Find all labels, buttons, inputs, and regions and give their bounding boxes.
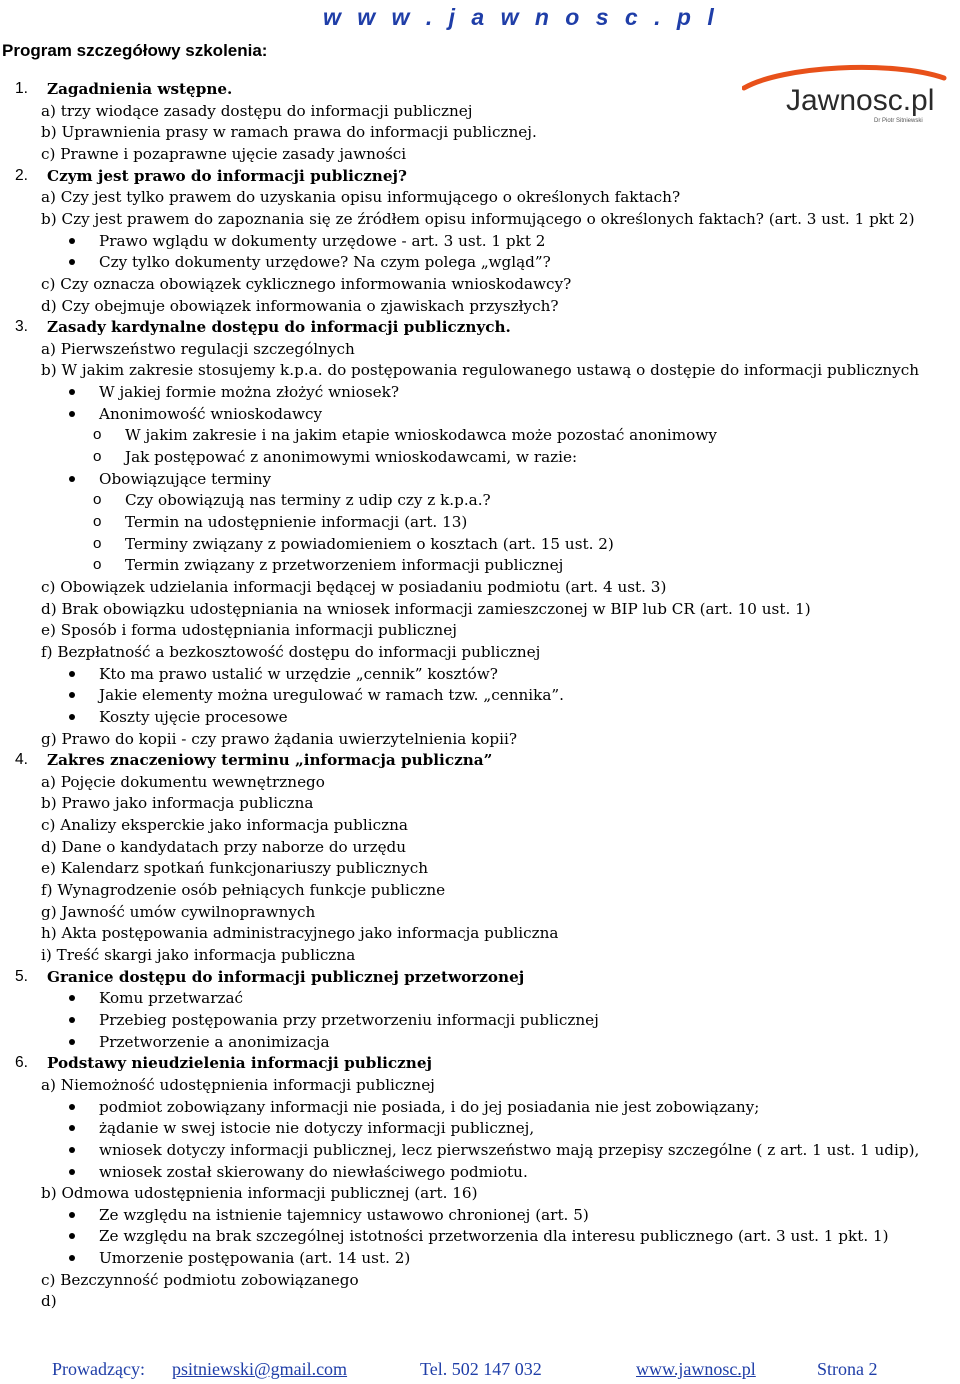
bullet-item: Obowiązujące terminy xyxy=(99,469,272,488)
list-item: h) Akta postępowania administracyjnego jako informacja publiczna xyxy=(41,924,559,943)
bullet-item: Anonimowość wnioskodawcy xyxy=(99,404,323,423)
bullet-item: Kto ma prawo ustalić w urzędzie „cennik” kosztów? xyxy=(99,664,498,683)
section-heading: Czym jest prawo do informacji publicznej? xyxy=(47,166,407,185)
logo-text: Jawnosc.pl xyxy=(786,84,935,117)
bullet-item: Ze względu na istnienie tajemnicy ustawowo chronionej (art. 5) xyxy=(99,1205,589,1224)
bullet-item: W jakiej formie można złożyć wniosek? xyxy=(99,383,399,402)
list-item: b) Uprawnienia prasy w ramach prawa do informacji publicznej. xyxy=(41,123,537,142)
list-item: a) trzy wiodące zasady dostępu do informacji publicznej xyxy=(41,101,473,120)
list-item: b) Prawo jako informacja publiczna xyxy=(41,794,314,813)
section-heading: Zakres znaczeniowy terminu „informacja publiczna” xyxy=(47,751,493,770)
bullet-item: Przebieg postępowania przy przetworzeniu informacji publicznej xyxy=(99,1010,599,1029)
sub-bullet-item: o Jak postępować z anonimowymi wnioskodawcami, w razie: xyxy=(125,447,577,467)
list-item: f) Wynagrodzenie osób pełniących funkcje publiczne xyxy=(41,881,446,900)
list-item: c) Analizy eksperckie jako informacja publiczna xyxy=(41,816,408,835)
bullet-item: Ze względu na brak szczególnej istotności przetworzenia dla interesu publicznego (art. 3 ust. 1 pkt. 1) xyxy=(99,1227,889,1246)
list-item: d) Dane o kandydatach przy naborze do urzędu xyxy=(41,837,407,856)
list-item: f) Bezpłatność a bezkosztowość dostępu do informacji publicznej xyxy=(41,642,541,661)
bullet-item: Przetworzenie a anonimizacja xyxy=(99,1032,330,1051)
bullet-item: wniosek dotyczy informacji publicznej, lecz pierwszeństwo mają przepisy szczególne ( z art. 1 ust. 1 udip), xyxy=(99,1140,920,1159)
list-item: d) xyxy=(41,1292,57,1311)
list-item: a) Czy jest tylko prawem do uzyskania opisu informującego o określonych faktach? xyxy=(41,188,681,207)
bullet-item: Komu przetwarzać xyxy=(99,989,244,1008)
bullet-item: Prawo wglądu w dokumenty urzędowe - art. 3 ust. 1 pkt 2 xyxy=(99,231,546,250)
jawnosc-logo xyxy=(742,64,947,128)
bullet-item: Umorzenie postępowania (art. 14 ust. 2) xyxy=(99,1249,411,1268)
list-item: a) Pierwszeństwo regulacji szczególnych xyxy=(41,339,355,358)
sub-bullet-item: o Termin związany z przetworzeniem informacji publicznej xyxy=(125,555,563,575)
bullet-item: Czy tylko dokumenty urzędowe? Na czym polega „wgląd”? xyxy=(99,253,551,272)
header-url[interactable]: w w w . j a w n o s c . p l xyxy=(323,4,719,30)
list-item: i) Treść skargi jako informacja publiczna xyxy=(41,946,356,964)
list-item: b) W jakim zakresie stosujemy k.p.a. do postępowania regulowanego ustawą o dostępie do informacji publicznych xyxy=(41,361,920,380)
sub-bullet-item: o Termin na udostępnienie informacji (art. 13) xyxy=(125,512,467,532)
list-item: c) Czy oznacza obowiązek cyklicznego informowania wnioskodawcy? xyxy=(41,274,572,293)
section-number: 3. xyxy=(15,318,29,336)
list-item: c) Obowiązek udzielania informacji będącej w posiadaniu podmiotu (art. 4 ust. 3) xyxy=(41,577,667,596)
section-heading: Granice dostępu do informacji publicznej przetworzonej xyxy=(47,967,525,986)
section-heading: Zasady kardynalne dostępu do informacji publicznych. xyxy=(47,318,511,337)
sub-bullet-item: o Czy obowiązują nas terminy z udip czy z k.p.a.? xyxy=(125,490,491,510)
bullet-item: podmiot zobowiązany informacji nie posiada, i do jej posiadania nie jest zobowiązany; xyxy=(99,1097,760,1116)
section-number: 5. xyxy=(15,967,29,985)
list-item: b) Odmowa udostępnienia informacji publicznej (art. 16) xyxy=(41,1184,478,1203)
list-item: g) Jawność umów cywilnoprawnych xyxy=(41,902,316,921)
list-item: d) Czy obejmuje obowiązek informowania o zjawiskach przyszłych? xyxy=(41,296,559,315)
sub-bullet-item: o Terminy związany z powiadomieniem o kosztach (art. 15 ust. 2) xyxy=(125,534,614,554)
bullet-item: wniosek został skierowany do niewłaściwego podmiotu. xyxy=(99,1162,528,1181)
section-heading: Zagadnienia wstępne. xyxy=(47,80,233,98)
section-number: 6. xyxy=(15,1054,29,1072)
list-item: a) Niemożność udostępnienia informacji publicznej xyxy=(41,1075,435,1094)
section-number: 2. xyxy=(15,166,29,184)
bullet-item: Koszty ujęcie procesowe xyxy=(99,707,288,726)
footer-label: Prowadzący: xyxy=(52,1359,145,1379)
footer-page-number: Strona 2 xyxy=(817,1359,878,1379)
list-item: e) Kalendarz spotkań funkcjonariuszy publicznych xyxy=(41,859,429,878)
bullet-item: Jakie elementy można uregulować w ramach tzw. „cennika”. xyxy=(99,686,564,705)
sub-bullet-item: o W jakim zakresie i na jakim etapie wnioskodawca może pozostać anonimowy xyxy=(125,425,717,445)
bullet-item: żądanie w swej istocie nie dotyczy informacji publicznej, xyxy=(99,1119,535,1138)
logo-subtext: Dr Piotr Sitniewski xyxy=(874,118,923,124)
list-item: e) Sposób i forma udostępniania informacji publicznej xyxy=(41,621,457,640)
list-item: b) Czy jest prawem do zapoznania się ze źródłem opisu informującego o określonych faktach? (art. 3 ust. 1 pkt 2) xyxy=(41,209,915,228)
footer-phone: Tel. 502 147 032 xyxy=(420,1359,542,1379)
footer-site-link[interactable]: www.jawnosc.pl xyxy=(636,1359,756,1379)
footer-email-link[interactable]: psitniewski@gmail.com xyxy=(172,1359,348,1379)
list-item: g) Prawo do kopii - czy prawo żądania uwierzytelnienia kopii? xyxy=(41,729,518,748)
list-item: d) Brak obowiązku udostępniania na wniosek informacji zamieszczonej w BIP lub CR (art. 10 ust. 1) xyxy=(41,599,811,618)
section-number: 4. xyxy=(15,751,29,769)
program-title: Program szczegółowy szkolenia: xyxy=(2,41,268,60)
list-item: a) Pojęcie dokumentu wewnętrznego xyxy=(41,772,325,791)
section-heading: Podstawy nieudzielenia informacji publicznej xyxy=(47,1054,432,1073)
section-number: 1. xyxy=(15,80,29,97)
list-item: c) Prawne i pozaprawne ujęcie zasady jawności xyxy=(41,144,407,163)
list-item: c) Bezczynność podmiotu zobowiązanego xyxy=(41,1270,359,1289)
